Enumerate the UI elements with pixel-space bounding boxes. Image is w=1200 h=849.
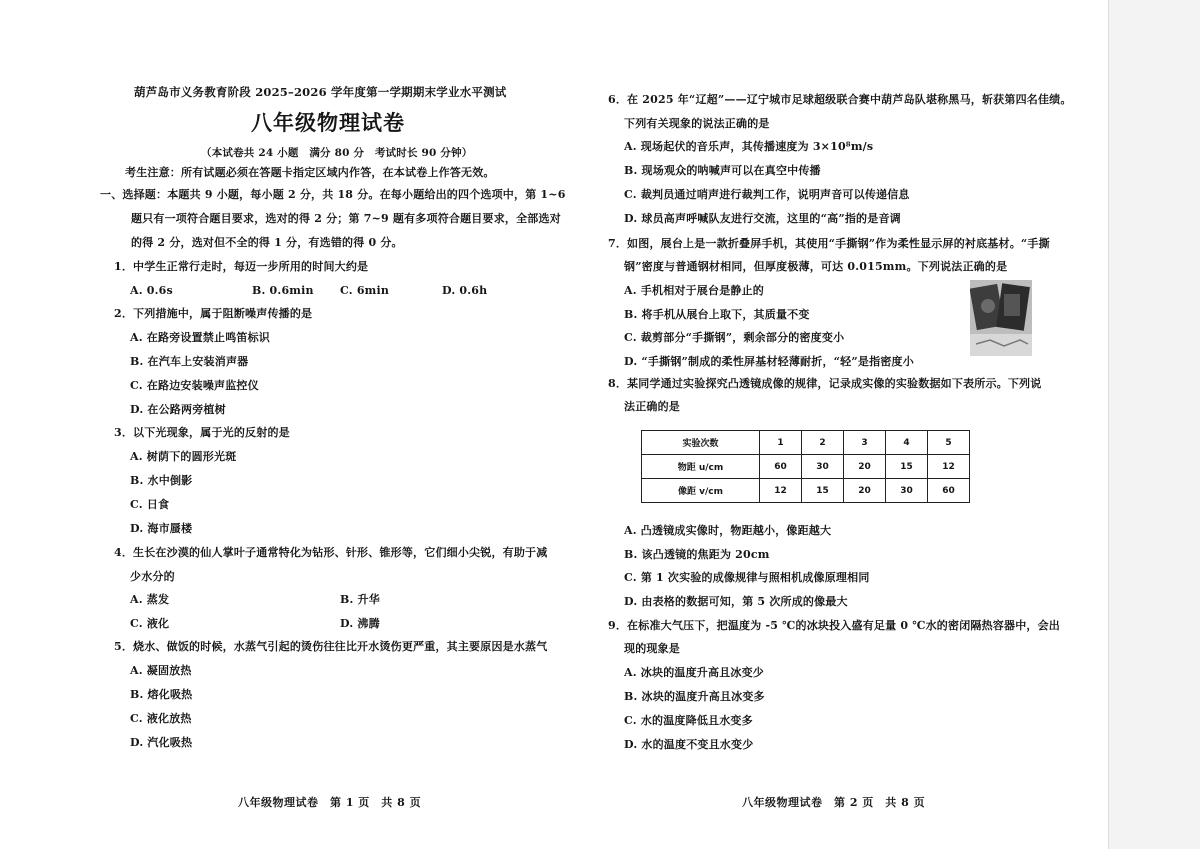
q9-option-c: C. 水的温度降低且水变多	[624, 714, 753, 727]
q7-option-b: B. 将手机从展台上取下，其质量不变	[624, 308, 810, 321]
table-row-header: 物距 u/cm	[642, 455, 760, 479]
q8-option-b: B. 该凸透镜的焦距为 20cm	[624, 548, 770, 561]
q7-option-d: D. “手撕钢”制成的柔性屏基材轻薄耐折，“轻”是指密度小	[624, 355, 914, 368]
q5-stem: 5．烧水、做饭的时候，水蒸气引起的烫伤往往比开水烫伤更严重，其主要原因是水蒸气	[114, 640, 548, 653]
table-cell: 30	[886, 479, 928, 503]
q7-option-a: A. 手机相对于展台是静止的	[624, 284, 764, 297]
q3-option-c: C. 日食	[130, 498, 170, 511]
q9-option-b: B. 冰块的温度升高且冰变多	[624, 690, 765, 703]
q5-option-d: D. 汽化吸热	[130, 736, 193, 749]
q2-stem: 2．下列措施中，属于阻断噪声传播的是	[114, 307, 313, 320]
table-cell: 1	[760, 431, 802, 455]
table-cell: 60	[928, 479, 970, 503]
q7-option-c: C. 裁剪部分“手撕钢”，剩余部分的密度变小	[624, 331, 845, 344]
section1-line1: 一、选择题：本题共 9 小题，每小题 2 分，共 18 分。在每小题给出的四个选项中，第 1~6	[100, 188, 566, 201]
table-row	[642, 479, 970, 503]
q3-option-b: B. 水中倒影	[130, 474, 193, 487]
table-cell: 5	[928, 431, 970, 455]
q6-option-d: D. 球员高声呼喊队友进行交流，这里的“高”指的是音调	[624, 212, 901, 225]
table-cell: 20	[844, 455, 886, 479]
q3-option-a: A. 树荫下的圆形光斑	[130, 450, 237, 463]
q4-option-b: B. 升华	[340, 593, 380, 606]
q8-option-c: C. 第 1 次实验的成像规律与照相机成像原理相同	[624, 571, 870, 584]
q6-option-a: A. 现场起伏的音乐声，其传播速度为 3×10⁸m/s	[624, 140, 874, 153]
table-cell: 30	[802, 455, 844, 479]
q2-option-d: D. 在公路两旁植树	[130, 403, 226, 416]
q1-option-d: D. 0.6h	[442, 284, 488, 297]
q1-option-c: C. 6min	[340, 284, 390, 297]
q7-stem-line1: 7．如图，展台上是一款折叠屏手机，其使用“手撕钢”作为柔性显示屏的衬底基材。“手撕	[608, 237, 1050, 250]
right-page	[608, 0, 1108, 849]
q9-stem-line1: 9．在标准大气压下，把温度为 -5 ℃的冰块投入盛有足量 0 ℃水的密闭隔热容器中，会出	[608, 619, 1061, 632]
q4-stem-line1: 4．生长在沙漠的仙人掌叶子通常特化为钻形、针形、锥形等，它们细小尖锐，有助于减	[114, 546, 548, 559]
page-footer-left: 八年级物理试卷 第 1 页 共 8 页	[238, 796, 422, 809]
q9-option-d: D. 水的温度不变且水变少	[624, 738, 754, 751]
q2-option-c: C. 在路边安装噪声监控仪	[130, 379, 259, 392]
q5-option-b: B. 熔化吸热	[130, 688, 193, 701]
q8-stem-line2: 法正确的是	[624, 400, 680, 413]
q4-option-d: D. 沸腾	[340, 617, 380, 630]
q2-option-b: B. 在汽车上安装消声器	[130, 355, 249, 368]
table-row	[642, 455, 970, 479]
table-row-header: 像距 v/cm	[642, 479, 760, 503]
q1-stem: 1．中学生正常行走时，每迈一步所用的时间大约是	[114, 260, 369, 273]
section1-line2: 题只有一项符合题目要求，选对的得 2 分；第 7~9 题有多项符合题目要求，全部选对	[131, 212, 561, 225]
table-cell: 12	[928, 455, 970, 479]
q1-option-b: B. 0.6min	[252, 284, 314, 297]
table-cell: 20	[844, 479, 886, 503]
page-footer-right: 八年级物理试卷 第 2 页 共 8 页	[742, 796, 926, 809]
q5-option-c: C. 液化放热	[130, 712, 192, 725]
q4-option-c: C. 液化	[130, 617, 170, 630]
q1-option-a: A. 0.6s	[130, 284, 173, 297]
q3-stem: 3．以下光现象，属于光的反射的是	[114, 426, 290, 439]
q6-stem-line1: 6．在 2025 年“辽超”——辽宁城市足球超级联合赛中葫芦岛队堪称黑马，斩获第四名佳绩。	[608, 93, 1072, 106]
page-edge	[1108, 0, 1200, 849]
left-page	[100, 0, 600, 849]
q8-option-a: A. 凸透镜成实像时，物距越小，像距越大	[624, 524, 832, 537]
q4-option-a: A. 蒸发	[130, 593, 170, 606]
table-row-header: 实验次数	[642, 431, 760, 455]
q6-option-b: B. 现场观众的呐喊声可以在真空中传播	[624, 164, 821, 177]
table-cell: 12	[760, 479, 802, 503]
exam-notice: 考生注意：所有试题必须在答题卡指定区域内作答，在本试卷上作答无效。	[125, 166, 495, 179]
table-cell: 15	[886, 455, 928, 479]
q8-stem-line1: 8．某同学通过实验探究凸透镜成像的规律，记录成实像的实验数据如下表所示。下列说	[608, 377, 1042, 390]
q3-option-d: D. 海市蜃楼	[130, 522, 193, 535]
q7-stem-line2: 钢”密度与普通钢材相同，但厚度极薄，可达 0.015mm。下列说法正确的是	[624, 260, 1008, 273]
q4-stem-line2: 少水分的	[130, 570, 175, 583]
q6-stem-line2: 下列有关现象的说法正确的是	[624, 117, 770, 130]
table-cell: 2	[802, 431, 844, 455]
exam-meta: （本试卷共 24 小题 满分 80 分 考试时长 90 分钟）	[201, 147, 473, 159]
table-row	[642, 431, 970, 455]
page-title: 八年级物理试卷	[251, 110, 405, 135]
q2-option-a: A. 在路旁设置禁止鸣笛标识	[130, 331, 270, 344]
q6-option-c: C. 裁判员通过哨声进行裁判工作，说明声音可以传递信息	[624, 188, 910, 201]
table-cell: 4	[886, 431, 928, 455]
q9-stem-line2: 现的现象是	[624, 642, 680, 655]
experiment-table	[641, 430, 970, 503]
table-cell: 3	[844, 431, 886, 455]
folding-phone-photo	[970, 280, 1032, 356]
q8-option-d: D. 由表格的数据可知，第 5 次所成的像最大	[624, 595, 848, 608]
q9-option-a: A. 冰块的温度升高且冰变少	[624, 666, 764, 679]
table-cell: 15	[802, 479, 844, 503]
q5-option-a: A. 凝固放热	[130, 664, 192, 677]
table-cell: 60	[760, 455, 802, 479]
exam-header-line: 葫芦岛市义务教育阶段 2025–2026 学年度第一学期期末学业水平测试	[134, 85, 507, 99]
section1-line3: 的得 2 分，选对但不全的得 1 分，有选错的得 0 分。	[131, 236, 403, 249]
